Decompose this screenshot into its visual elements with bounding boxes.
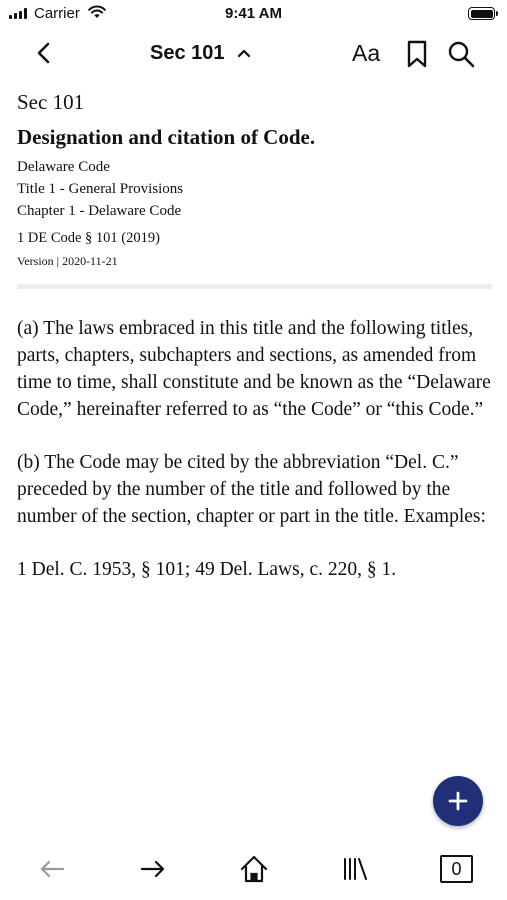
back-chevron-icon[interactable] [30, 38, 58, 68]
arrow-left-icon [38, 859, 66, 879]
section-heading: Designation and citation of Code. [17, 125, 316, 149]
status-bar [0, 0, 507, 28]
section-title-dropdown[interactable] [150, 40, 280, 66]
arrow-right-icon [139, 859, 167, 879]
divider [17, 284, 492, 289]
section-number: Sec 101 [17, 90, 85, 114]
caret-up-icon [235, 46, 253, 60]
paragraph-b: (b) The Code may be cited by the abbreviation “Del. C.” preceded by the number of the title and followed by the number of the section, chapter or part in the title. Examples: [17, 452, 486, 527]
code-name: Delaware Code [17, 159, 110, 175]
home-icon [239, 854, 269, 884]
forward-button[interactable] [137, 853, 169, 885]
version-label: Version | 2020-11-21 [17, 254, 118, 268]
carrier-label: Carrier [34, 5, 80, 22]
clock: 9:41 AM [225, 5, 282, 22]
bookmark-icon[interactable] [404, 39, 430, 69]
back-button[interactable] [36, 853, 68, 885]
paragraph-a: (a) The laws embraced in this title and the following titles, parts, chapters, subchapters and sections, as amended from time to time, shall constitute and be known as the “Delaware Code,” hereinafter referred to as “the Code” or “this Code.” [17, 318, 491, 420]
citation: 1 DE Code § 101 (2019) [17, 230, 160, 246]
bottom-toolbar [0, 845, 507, 893]
nav-bar [0, 28, 507, 78]
plus-icon [447, 790, 469, 812]
library-icon [341, 856, 369, 882]
home-button[interactable] [238, 853, 270, 885]
document-content [17, 84, 492, 583]
font-size-button[interactable]: Aa [352, 40, 381, 66]
tab-count-button[interactable]: 0 [440, 855, 473, 883]
search-icon[interactable] [446, 39, 476, 69]
chapter-name: Chapter 1 - Delaware Code [17, 203, 182, 219]
citation-example: 1 Del. C. 1953, § 101; 49 Del. Laws, c. 220, § 1. [17, 559, 397, 580]
battery-icon [468, 7, 495, 20]
library-button[interactable] [340, 853, 370, 885]
add-button[interactable] [433, 776, 483, 826]
title-name: Title 1 - General Provisions [17, 181, 184, 197]
nav-title: Sec 101 [150, 41, 225, 64]
